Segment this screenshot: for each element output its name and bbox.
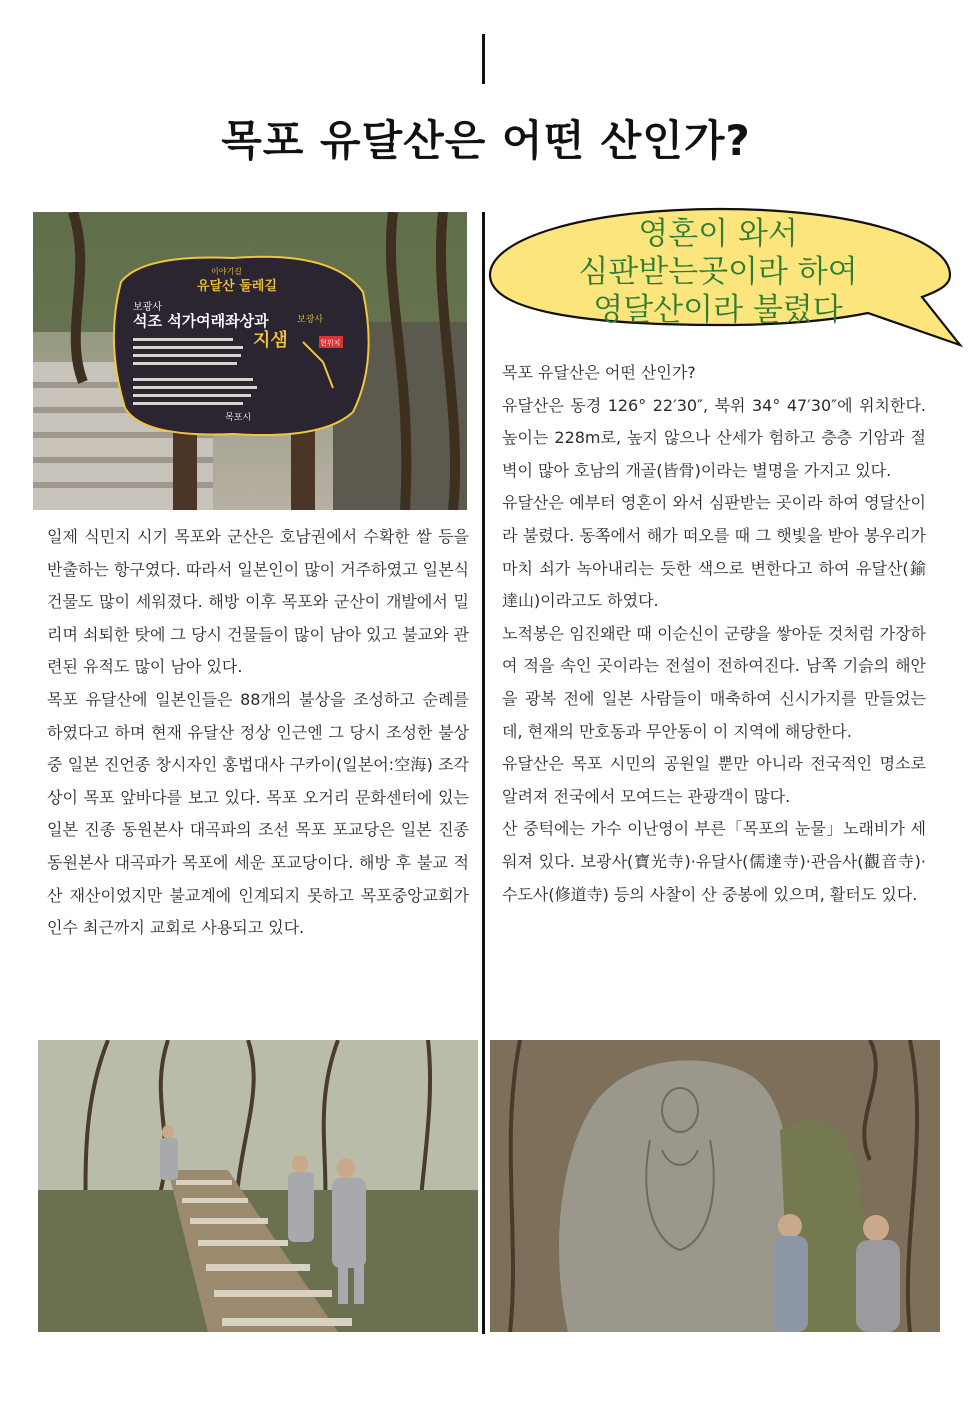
right-article-column (502, 357, 926, 911)
callout-line-3: 영달산이라 불렸다 (593, 292, 843, 328)
trail-sign-photo (33, 212, 467, 510)
callout-bubble (488, 205, 964, 350)
page-title: 목포 유달산은 어떤 산인가? (221, 116, 751, 165)
left-paragraph-1: 일제 식민지 시기 목포와 군산은 호남권에서 수확한 쌀 등을 반출하는 항구였다. 따라서 일본인이 많이 거주하였고 일본식 건물도 많이 세워졌다. 해방 이후 목포와 군산이 개발에서 밀리며 쇠퇴한 탓에 그 당시 건물들이 많이 남아 있고 불교와 관련된 유적도 많이 남아 있다. (47, 527, 470, 677)
sign-header-small: 이야기길 (211, 267, 242, 276)
right-paragraph-4: 노적봉은 임진왜란 때 이순신이 군량을 쌓아둔 것처럼 가장하여 적을 속인 곳이라는 전설이 전하여진다. 남쪽 기슭의 해안을 광복 전에 일본 사람들이 매축하여 신시가지를 만들었는데, 현재의 만호동과 무안동이 이 지역에 해당한다. (502, 623, 926, 741)
sign-footer: 목포시 (225, 413, 252, 423)
monks-stairs-photo (38, 1040, 478, 1332)
sign-location-marker: 보광사 (297, 315, 324, 325)
top-divider (482, 34, 485, 84)
carved-rock (559, 1060, 810, 1332)
left-article-column (47, 521, 469, 945)
right-paragraph-6: 산 중턱에는 가수 이난영이 부른「목포의 눈물」노래비가 세워져 있다. 보광사(寶光寺)·유달사(儒達寺)·관음사(觀音寺)·수도사(修道寺) 등의 사찰이 산 중봉에 있으며, 활터도 있다. (502, 819, 926, 904)
sign-line-2: 석조 석가여래좌상과 (133, 312, 269, 330)
right-paragraph-2: 유달산은 동경 126° 22′30″, 북위 34° 47′30″에 위치한다. 높이는 228m로, 높지 않으나 산세가 험하고 층층 기암과 절벽이 많아 호남의 개골(皆骨)이라는 별명을 가지고 있다. (502, 395, 926, 480)
right-paragraph-5: 유달산은 목포 시민의 공원일 뿐만 아니라 전국적인 명소로 알려져 전국에서 모여드는 관광객이 많다. (502, 754, 926, 806)
sign-here-marker: 현위치 (320, 339, 341, 347)
callout-text (488, 215, 948, 329)
left-paragraph-2: 목포 유달산에 일본인들은 88개의 불상을 조성하고 순례를 하였다고 하며 현재 유달산 정상 인근엔 그 당시 조성한 불상 중 일본 진언종 창시자인 홍법대사 구카이(일본어:空海) 조각상이 목포 앞바다를 보고 있다. 목포 오거리 문화센터에 있는 일본 진종 동원본사 대곡파의 조선 목포 포교당은 일본 진종 동원본사 대곡파가 목포에 세운 포교당이다. 해방 후 불교 적산 재산이었지만 불교계에 인계되지 못하고 목포중앙교회가 인수 최근까지 교회로 사용되고 있다. (47, 689, 469, 938)
column-divider (482, 212, 485, 1334)
callout-line-2: 심판받는곳이라 하여 (578, 254, 858, 290)
sign-line-3: 지샘 (253, 330, 288, 351)
rock-buddha-image (490, 1040, 940, 1332)
callout-line-1: 영혼이 와서 (638, 216, 798, 252)
trail-sign-image (33, 212, 467, 510)
right-paragraph-1: 목포 유달산은 어떤 산인가? (502, 363, 696, 382)
monks-stairs-image (38, 1040, 478, 1332)
sign-line-1: 보광사 (133, 302, 162, 313)
right-paragraph-3: 유달산은 예부터 영혼이 와서 심판받는 곳이라 하여 영달산이라 불렸다. 동쪽에서 해가 떠오를 때 그 햇빛을 받아 봉우리가 마치 쇠가 녹아내리는 듯한 색으로 변한다고 하여 유달산(鍮達山)이라고도 하였다. (502, 493, 926, 611)
sign-header-big: 유달산 둘레길 (197, 279, 277, 294)
rock-buddha-photo (490, 1040, 940, 1332)
